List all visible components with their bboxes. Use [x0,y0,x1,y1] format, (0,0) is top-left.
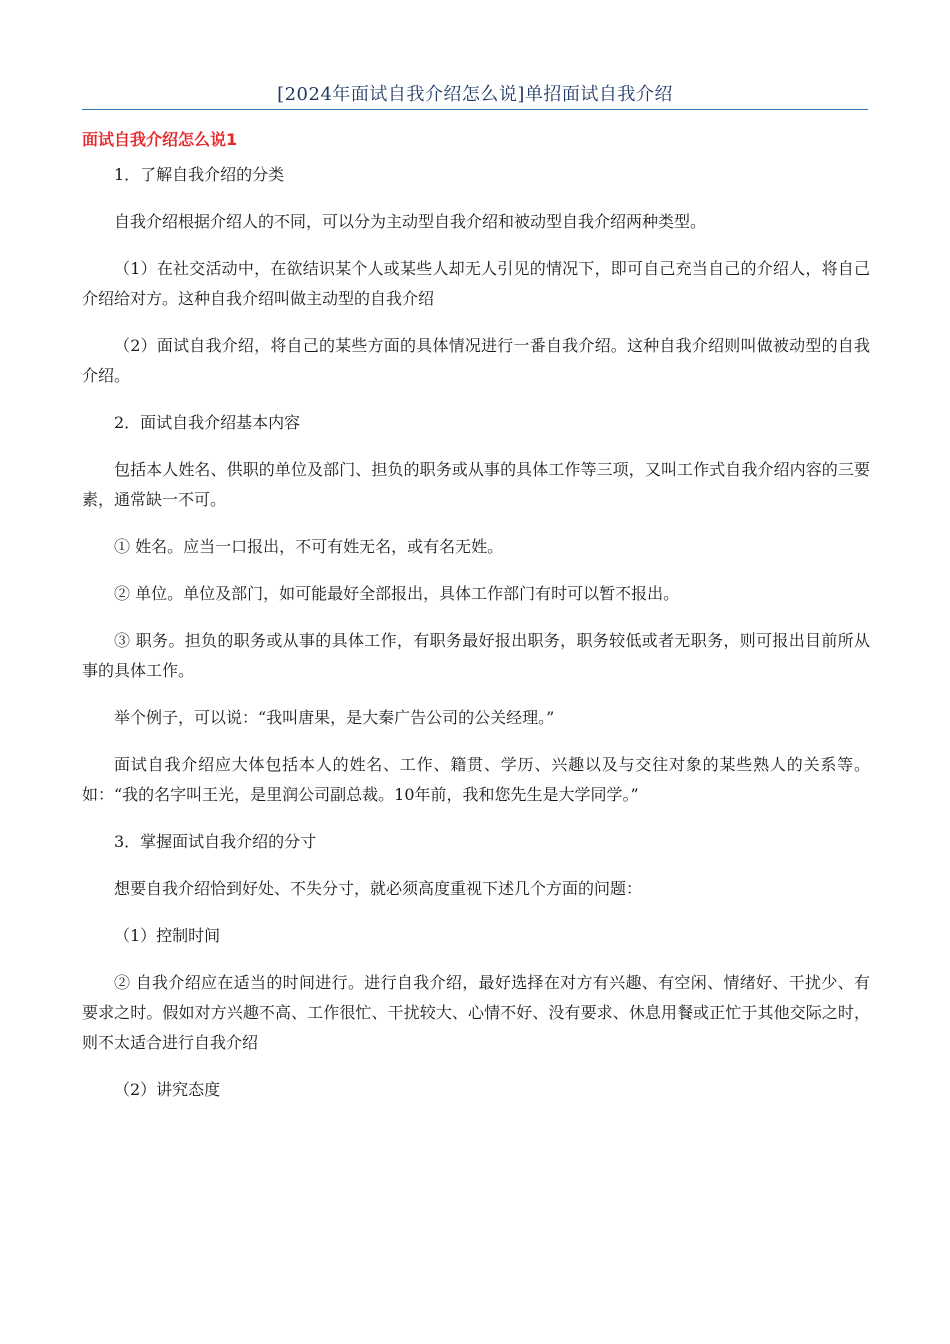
paragraph-11: 面试自我介绍应大体包括本人的姓名、工作、籍贯、学历、兴趣以及与交往对象的某些熟人的关系等。如：“我的名字叫王光，是里润公司副总裁。10年前，我和您先生是大学同学。” [82,755,870,804]
document-body [82,160,870,1122]
paragraph-5: 2．面试自我介绍基本内容 [114,413,301,432]
paragraph-9: ③ 职务。担负的职务或从事的具体工作，有职务最好报出职务，职务较低或者无职务，则可报出目前所从事的具体工作。 [82,631,870,680]
paragraph-16: （2）讲究态度 [114,1080,221,1099]
paragraph-8: ② 单位。单位及部门，如可能最好全部报出，具体工作部门有时可以暂不报出。 [114,584,680,603]
paragraph-14: （1）控制时间 [114,926,221,945]
paragraph-10: 举个例子，可以说：“我叫唐果，是大秦广告公司的公关经理。” [114,708,555,727]
document-title: [2024年面试自我介绍怎么说]单招面试自我介绍 [277,84,673,105]
paragraph-1: 1．了解自我介绍的分类 [114,165,285,184]
paragraph-12: 3．掌握面试自我介绍的分寸 [114,832,317,851]
paragraph-15: ② 自我介绍应在适当的时间进行。进行自我介绍，最好选择在对方有兴趣、有空闲、情绪好、干扰少、有要求之时。假如对方兴趣不高、工作很忙、干扰较大、心情不好、没有要求、休息用餐或正忙于其他交际之时，则不太适合进行自我介绍 [82,973,870,1052]
title-divider [82,109,868,110]
paragraph-6: 包括本人姓名、供职的单位及部门、担负的职务或从事的具体工作等三项，又叫工作式自我介绍内容的三要素，通常缺一不可。 [82,460,870,509]
paragraph-2: 自我介绍根据介绍人的不同，可以分为主动型自我介绍和被动型自我介绍两种类型。 [114,212,707,231]
paragraph-4: （2）面试自我介绍，将自己的某些方面的具体情况进行一番自我介绍。这种自我介绍则叫做被动型的自我介绍。 [82,336,870,385]
section-heading: 面试自我介绍怎么说1 [82,130,238,149]
paragraph-13: 想要自我介绍恰到好处、不失分寸，就必须高度重视下述几个方面的问题： [114,879,643,898]
paragraph-3: （1）在社交活动中，在欲结识某个人或某些人却无人引见的情况下，即可自己充当自己的介绍人，将自己介绍给对方。这种自我介绍叫做主动型的自我介绍 [82,259,870,308]
paragraph-7: ① 姓名。应当一口报出，不可有姓无名，或有名无姓。 [114,537,504,556]
